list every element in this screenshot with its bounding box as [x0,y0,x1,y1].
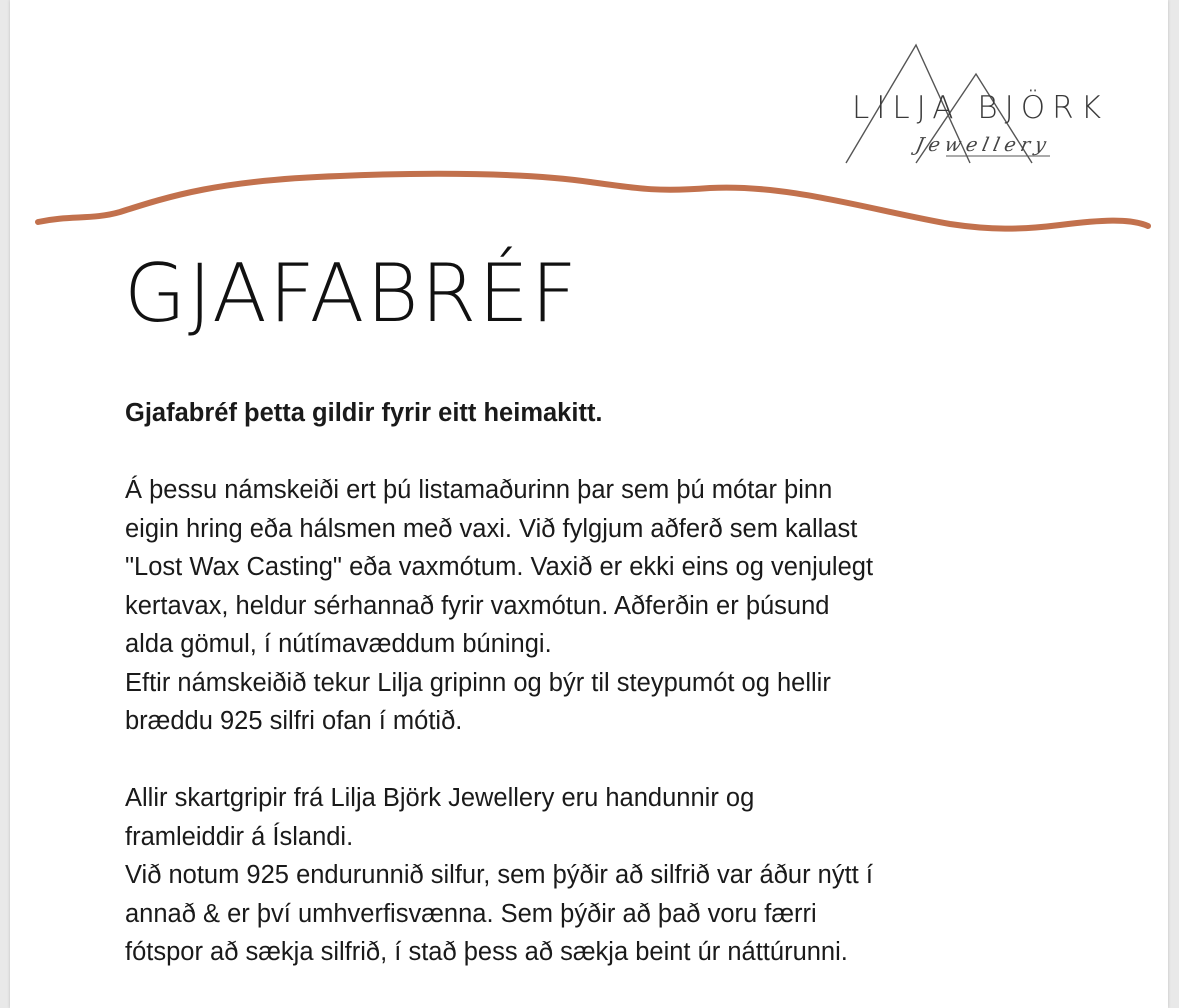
logo-name: LILJA BJÖRK [852,90,1109,126]
text-line: Á þessu námskeiði ert þú listamaðurinn þar sem þú mótar þinn [125,476,833,504]
wave-line [38,174,1148,229]
certificate-body [125,394,1085,972]
text-line: bræddu 925 silfri ofan í mótið. [125,707,463,735]
paragraph-silver [125,779,1085,972]
text-line: fótspor að sækja silfrið, í stað þess að sækja beint úr náttúrunni. [125,938,848,966]
logo-script: Jewellery [913,134,1053,156]
text-line: annað & er því umhverfisvænna. Sem þýðir að það voru færri [125,899,817,928]
decorative-wave-divider [10,170,1168,250]
lead-sentence: Gjafabréf þetta gildir fyrir eitt heimakitt. [125,399,603,427]
gift-certificate-page [10,0,1168,1008]
text-line: Allir skartgripir frá Lilja Björk Jewellery eru handunnir og [125,784,755,812]
text-line: Við notum 925 endurunnið silfur, sem þýðir að silfrið var áður nýtt í [125,861,873,889]
text-line: kertavax, heldur sérhannað fyrir vaxmótun. Aðferðin er þúsund [125,591,830,620]
text-line: framleiddir á Íslandi. [125,822,354,851]
text-line: alda gömul, í nútímavæddum búningi. [125,630,552,658]
text-line: eigin hring eða hálsmen með vaxi. Við fylgjum aðferð sem kallast [125,514,858,543]
text-line: Eftir námskeiðið tekur Lilja gripinn og býr til steypumót og hellir [125,668,831,697]
brand-logo [838,38,1109,170]
paragraph-workshop [125,471,1085,741]
text-line: "Lost Wax Casting" eða vaxmótum. Vaxið er ekki eins og venjulegt [125,553,874,581]
page-title: GJAFABRÉF [124,247,579,340]
